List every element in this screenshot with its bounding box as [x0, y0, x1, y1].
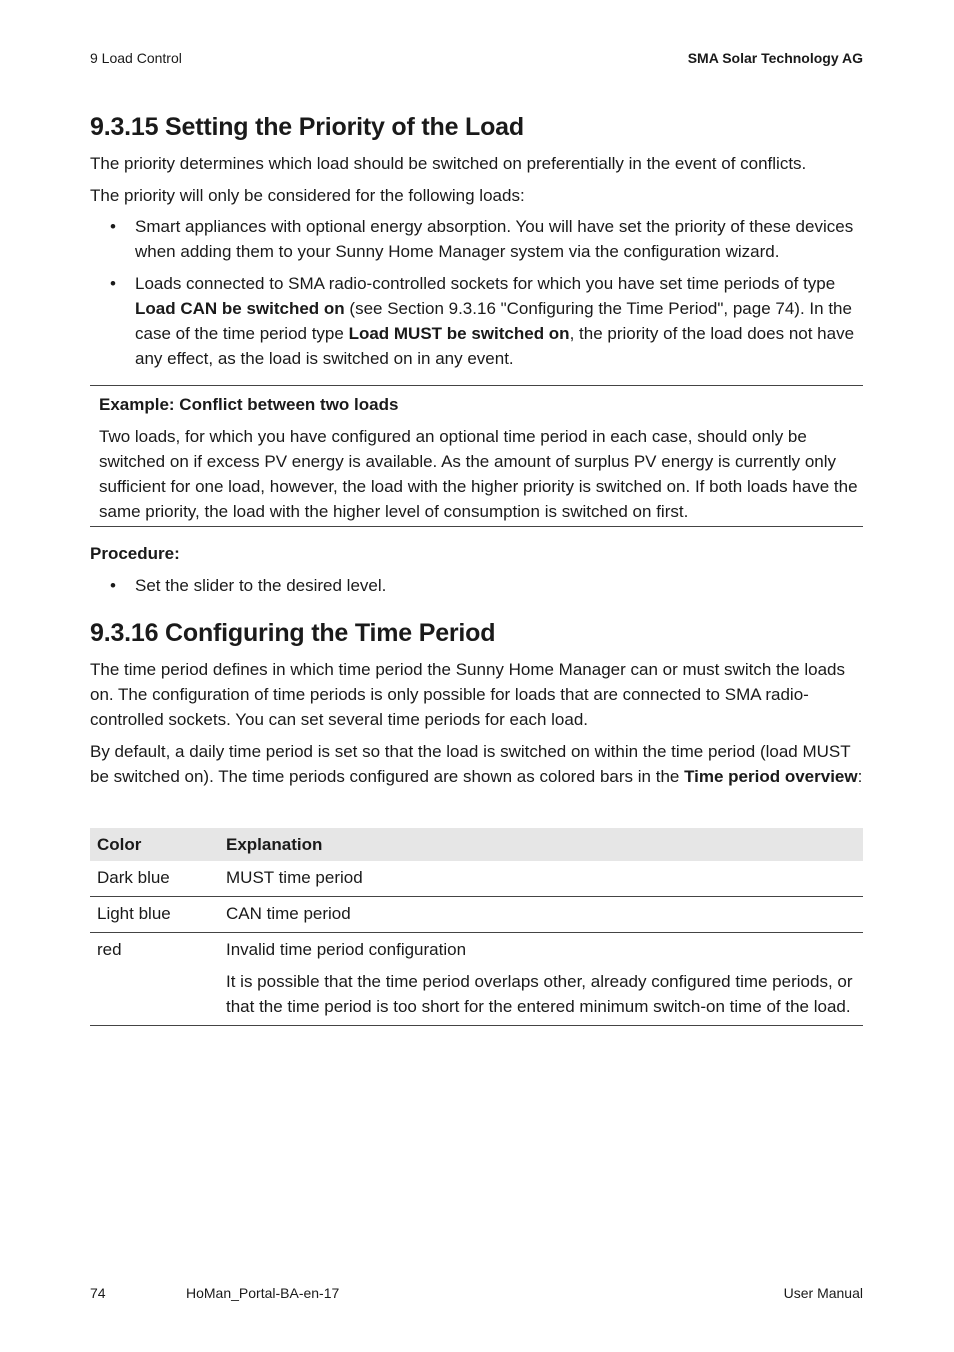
- text-run: (see Section 9.3.16 "Configuring the Time Period", page 74). In the case of the time period type: [135, 299, 852, 343]
- bullet-icon: •: [110, 576, 116, 595]
- table-cell: CAN time period: [219, 897, 863, 933]
- list-item-text: [135, 271, 863, 371]
- table-cell: red: [90, 933, 219, 1026]
- bold-term: Load MUST be switched on: [348, 324, 570, 343]
- example-title: Example: Conflict between two loads: [99, 395, 399, 414]
- paragraph: The priority determines which load should be switched on preferentially in the event of conflicts.: [90, 154, 807, 173]
- table-cell: Dark blue: [90, 861, 219, 897]
- section-title-priority: 9.3.15 Setting the Priority of the Load: [90, 113, 524, 141]
- procedure-step: Set the slider to the desired level.: [135, 576, 387, 595]
- cell-text: It is possible that the time period overlaps other, already configured time periods, or that the time period is too short for the entered minimum switch-on time of the load.: [226, 972, 853, 1016]
- page-number: 74: [90, 1285, 106, 1301]
- column-header-explanation: Explanation: [219, 828, 863, 861]
- table-cell: [219, 933, 863, 1026]
- table-cell: Light blue: [90, 897, 219, 933]
- bold-term: Time period overview: [684, 767, 858, 786]
- section-title-time-period: 9.3.16 Configuring the Time Period: [90, 619, 496, 647]
- bullet-icon: •: [110, 217, 116, 236]
- table-cell: MUST time period: [219, 861, 863, 897]
- paragraph: [90, 739, 863, 789]
- cell-text: Invalid time period configuration: [226, 940, 467, 959]
- text-run: By default, a daily time period is set so that the load is switched on within the time period (load MUST be switched on). The time periods configured are shown as colored bars in the: [90, 742, 851, 786]
- manual-label: User Manual: [783, 1285, 863, 1301]
- table-row: [90, 861, 863, 897]
- text-run: :: [857, 767, 863, 786]
- color-table: [90, 828, 863, 1026]
- text-run: Loads connected to SMA radio-controlled sockets for which you have set time periods of type: [135, 274, 836, 293]
- text-run: , the priority of the load does not have any effect, as the load is switched on in any event.: [135, 324, 855, 368]
- example-body: Two loads, for which you have configured an optional time period in each case, should only be switched on if excess PV energy is available. As the amount of surplus PV energy is currently only sufficient for one load, however, the load with the higher priority is switched on. If both loads have the same priority, the load with the higher level of consumption is switched on first.: [99, 427, 858, 521]
- company-name: SMA Solar Technology AG: [687, 50, 863, 66]
- column-header-color: Color: [90, 828, 219, 861]
- chapter-label: 9 Load Control: [90, 50, 182, 66]
- document-id: HoMan_Portal-BA-en-17: [186, 1285, 340, 1301]
- list-item-text: Smart appliances with optional energy absorption. You will have set the priority of these devices when adding them to your Sunny Home Manager system via the configuration wizard.: [135, 217, 854, 261]
- table-row: [90, 933, 863, 1026]
- example-box: [90, 385, 863, 527]
- table-header-row: [90, 828, 863, 861]
- procedure-label: Procedure:: [90, 544, 180, 563]
- table-row: [90, 897, 863, 933]
- bullet-icon: •: [110, 274, 116, 293]
- bold-term: Load CAN be switched on: [135, 299, 345, 318]
- paragraph: The priority will only be considered for the following loads:: [90, 186, 525, 205]
- paragraph: The time period defines in which time period the Sunny Home Manager can or must switch the loads on. The configuration of time periods is only possible for loads that are connected to SMA radio-controlled sockets. You can set several time periods for each load.: [90, 660, 845, 729]
